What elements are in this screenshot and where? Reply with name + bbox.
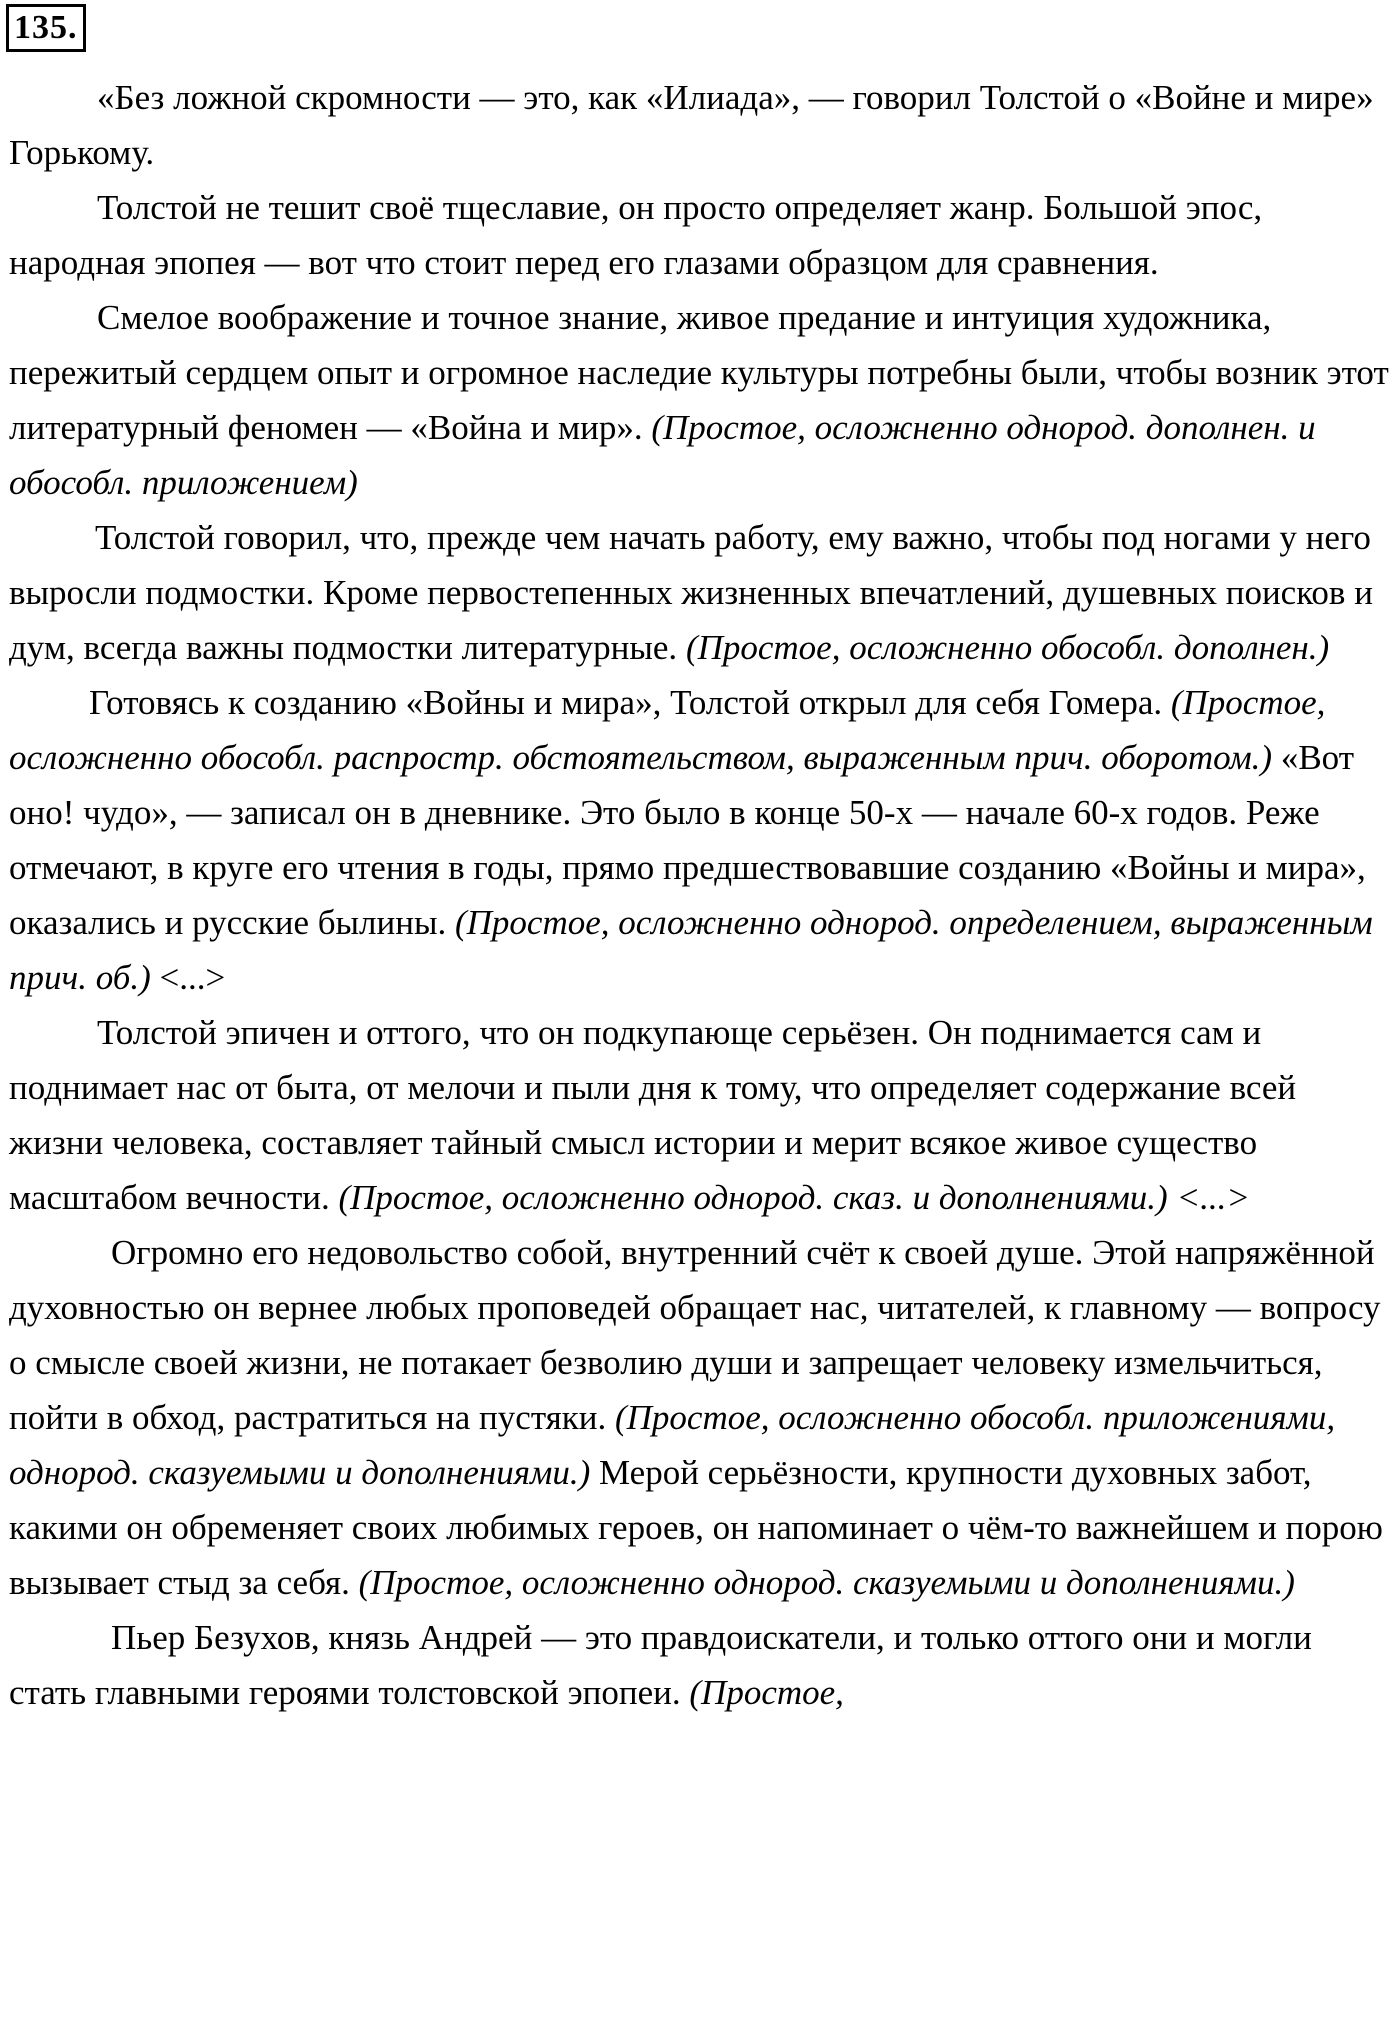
paragraph xyxy=(9,70,1393,180)
text-segment: «Вот оно! чудо», — записал он в дневнике. Это было в конце 50-х — начале 60-х годов. Реже отмечают, в круге его чтения в годы, прямо предшествовавшие созданию «Войны и мира», оказались и русские былины. xyxy=(9,738,1366,942)
text-segment: Пьер Безухов, князь Андрей — это правдоискатели, и только оттого они и могли стать главными героями толстовской эпопеи. xyxy=(9,1618,1312,1712)
paragraph xyxy=(9,1225,1393,1610)
text-segment: Толстой эпичен и оттого, что он подкупающе серьёзен. Он поднимается сам и поднимает нас от быта, от мелочи и пыли дня к тому, что определяет содержание всей жизни человека, составляет тайный смысл истории и мерит всякое живое существо масштабом вечности. xyxy=(9,1013,1297,1217)
text-segment: Готовясь к созданию «Войны и мира», Толстой открыл для себя Гомера. xyxy=(89,683,1171,722)
analysis-note: (Простое, xyxy=(689,1673,844,1712)
analysis-note: (Простое, осложненно однород. определением, выраженным прич. об.) xyxy=(9,903,1373,997)
analysis-note: (Простое, осложненно однород. сказ. и дополнениями.) <...> xyxy=(338,1178,1250,1217)
paragraph xyxy=(9,675,1393,1005)
analysis-note: (Простое, осложненно однород. дополнен. и обособл. приложением) xyxy=(9,408,1316,502)
analysis-note: (Простое, осложненно однород. сказуемыми и дополнениями.) xyxy=(358,1563,1295,1602)
paragraph xyxy=(9,510,1393,675)
paragraph xyxy=(9,290,1393,510)
text-segment: Огромно его недовольство собой, внутренний счёт к своей душе. Этой напряжённой духовностью он вернее любых проповедей обращает нас, читателей, к главному — вопросу о смысле своей жизни, не потакает безволию души и запрещает человеку измельчиться, пойти в обход, растратиться на пустяки. xyxy=(9,1233,1381,1437)
exercise-text xyxy=(9,70,1393,1720)
text-segment: «Без ложной скромности — это, как «Илиада», — говорил Толстой о «Войне и мире» Горькому. xyxy=(9,78,1374,172)
paragraph xyxy=(9,180,1393,290)
text-segment: Толстой говорил, что, прежде чем начать работу, ему важно, чтобы под ногами у него выросли подмостки. Кроме первостепенных жизненных впечатлений, душевных поисков и дум, всегда важны подмостки литературные. xyxy=(9,518,1373,667)
analysis-note: (Простое, осложненно обособл. дополнен.) xyxy=(685,628,1330,667)
text-segment: <...> xyxy=(150,958,226,997)
paragraph xyxy=(9,1005,1393,1225)
paragraph xyxy=(9,1610,1393,1720)
analysis-note: (Простое, осложненно обособл. приложениями, однород. сказуемыми и дополнениями.) xyxy=(9,1398,1336,1492)
text-segment: Смелое воображение и точное знание, живое предание и интуиция художника, пережитый сердцем опыт и огромное наследие культуры потребны были, чтобы возник этот литературный феномен — «Война и мир». xyxy=(9,298,1389,447)
analysis-note: (Простое, осложненно обособл. распростр. обстоятельством, выраженным прич. оборотом.) xyxy=(9,683,1326,777)
text-segment: Мерой серьёзности, крупности духовных забот, какими он обременяет своих любимых героев, он напоминает о чём-то важнейшем и порою вызывает стыд за себя. xyxy=(9,1453,1383,1602)
exercise-number: 135. xyxy=(6,4,86,52)
text-segment: Толстой не тешит своё тщеславие, он просто определяет жанр. Большой эпос, народная эпопея — вот что стоит перед его глазами образцом для сравнения. xyxy=(9,188,1263,282)
